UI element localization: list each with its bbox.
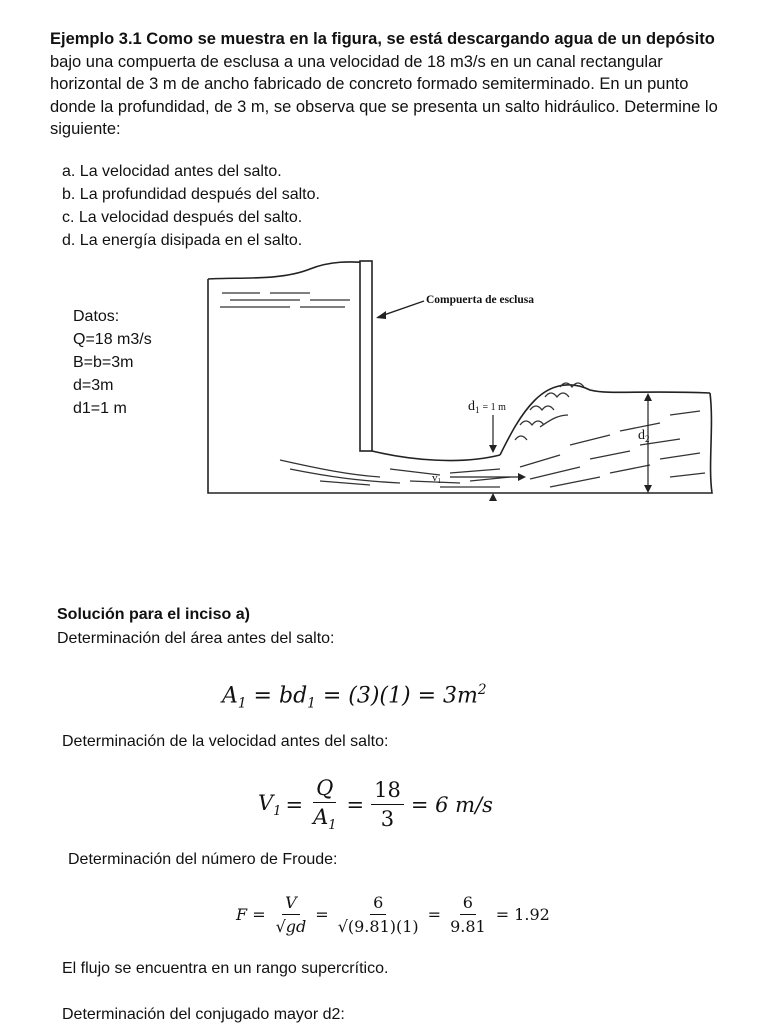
froude-eq-num1: V [282,893,300,915]
area-equation [222,682,487,712]
questions-list [62,160,320,252]
froude-equation: F = $\frac{V}{√gd}$ = $\frac{6}{√(9.81)(1)}$ = $\frac{6}{9.81}$ = 1.92 [236,893,550,936]
given-item: d1=1 m [73,400,127,417]
area-eq-rhs: = (3)(1) = 3m [315,683,478,709]
conjugate-heading: Determinación del conjugado mayor d2: [62,1006,345,1023]
vel-eq-num2: 18 [371,778,404,805]
question-item: d. La energía disipada en el salto. [62,232,303,249]
froude-eq-num2: 6 [370,893,386,915]
froude-eq-result: = 1.92 [495,905,550,924]
froude-eq-lhs: F = [236,905,266,924]
problem-title: Ejemplo 3.1 Como se muestra en la figura, se está descargando agua de un depósito [50,30,715,48]
d1-label: d [468,399,475,414]
froude-eq-den1: √gd [275,917,307,936]
velocity-heading: Determinación de la velocidad antes del salto: [62,733,389,750]
question-item: b. La profundidad después del salto. [62,186,320,203]
vel-eq-den2: 3 [380,807,395,832]
area-eq-lhs-sub: 1 [237,695,247,712]
vel-eq-result: = 6 m/s [410,792,493,817]
solution-title: Solución para el inciso a) [57,606,250,623]
vel-eq-lhs-sub: 1 [273,803,282,819]
area-eq-mid: = bd [246,683,308,709]
v1-subscript: 1 [437,477,441,485]
svg-text:v1 [432,472,442,485]
froude-eq-den2: √(9.81)(1) [337,917,419,936]
d1-value: = 1 m [482,402,506,413]
gate-label: Compuerta de esclusa [426,294,534,306]
problem-text: bajo una compuerta de esclusa a una velocidad de 18 m3/s en un canal rectangular horizontal de 3 m de ancho fabricado de concreto formado semiterminado. En un punto donde la profundidad, de 3 m, se observa que se presenta un salto hidráulico. Determine lo siguiente: [50,52,718,138]
vel-eq-num: Q [313,776,336,803]
area-heading: Determinación del área antes del salto: [57,630,335,647]
froude-heading: Determinación del número de Froude: [68,851,338,868]
vel-eq-den-sub: 1 [328,818,337,834]
vel-eq-den: A [313,805,329,829]
flow-regime-text: El flujo se encuentra en un rango supercrítico. [62,960,389,977]
v1-label: v [432,472,438,484]
froude-eq-den3: 9.81 [450,917,486,936]
velocity-equation: $V_1$ = $\frac{Q}{A_1}$ = $\frac{18}{3}$ = 6 m/s [258,776,493,834]
given-data-title: Datos: [73,308,120,325]
given-item: d=3m [73,377,114,394]
d1-subscript: 1 [475,405,480,415]
problem-statement [50,28,720,141]
svg-text:d1= 1 m [468,399,506,415]
d2-label: d [638,428,645,443]
question-item: c. La velocidad después del salto. [62,209,303,226]
given-item: B=b=3m [73,354,134,371]
vel-eq-lhs [258,791,281,819]
froude-eq-num3: 6 [460,893,476,915]
area-eq-sup: 2 [477,682,487,698]
question-item: a. La velocidad antes del salto. [62,163,282,180]
given-item: Q=18 m3/s [73,331,152,348]
area-eq-mid-sub: 1 [307,695,316,712]
vel-eq-lhs-symbol: V [258,790,274,815]
given-data [73,305,152,420]
d2-subscript: 2 [645,434,650,444]
hydraulic-jump-figure [200,255,730,515]
area-eq-lhs: A [222,683,238,709]
